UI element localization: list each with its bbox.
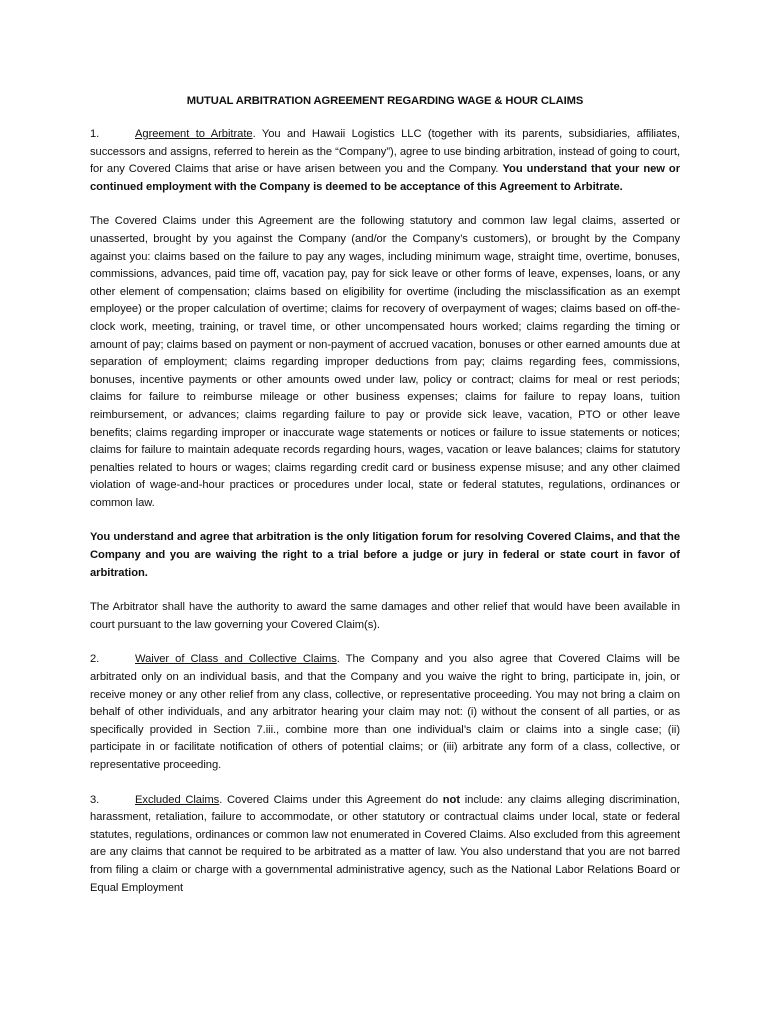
section-3-number: 3. — [90, 793, 100, 806]
section-1-heading: Agreement to Arbitrate — [135, 128, 253, 140]
document-title: MUTUAL ARBITRATION AGREEMENT REGARDING WAGE & HOUR CLAIMS — [186, 95, 584, 107]
section-2-paragraph — [90, 651, 680, 774]
section-3-text-before: . Covered Claims under this Agreement do — [219, 793, 443, 806]
section-1-number: 1. — [90, 128, 100, 140]
section-3-paragraph — [90, 792, 680, 898]
section-1-bold-text: You understand that your new or continued employment with the Company is deemed to be acceptance of this Agreement to Arbitrate. — [90, 163, 681, 193]
covered-claims-paragraph: The Covered Claims under this Agreement are the following statutory and common law legal claims, asserted or unasserted, brought by you against the Company (and/or the Company’s customers), or brought by the Company against you: claims based on the failure to pay any wages, including minimum wage, straight time, overtime, bonuses, commissions, advances, paid time off, vacation pay, pay for sick leave or other forms of leave, expenses, loans, or any other element of compensation; claims based on eligibility for overtime (including the misclassification as an exempt employee) or the proper calculation of overtime; claims for recovery of overpayment of wages; claims based on off-the-clock work, meeting, training, or travel time, or other uncompensated hours worked; claims regarding the timing or amount of pay; claims based on payment or non-payment of accrued vacation, bonuses or other earned amounts due at separation of employment; claims regarding improper deductions from pay; claims regarding fees, commissions, bonuses, incentive payments or other amounts owed under law, policy or contract; claims for meal or rest periods; claims for failure to reimburse mileage or other business expenses; claims for failure to repay loans, tuition reimbursement, or advances; claims regarding failure to pay or provide sick leave, vacation, PTO or other leave benefits; claims regarding improper or inaccurate wage statements or notices or failure to issue statements or notices; claims for failure to maintain adequate records regarding hours, wages, vacation or leave balances; claims for statutory penalties related to hours or wages; claims regarding credit card or business expense misuse; and any other claimed violation of wage-and-hour practices or procedures under local, state or federal statutes, regulations, ordinances or common law. — [90, 215, 680, 509]
section-3-text-after: include: any claims alleging discrimination, harassment, retaliation, failure to accommodate, or other statutory or contractual claims under local, state or federal statutes, regulations, ordinances or common law not enumerated in Covered Claims. Also excluded from this agreement are any claims that cannot be required to be arbitrated as a matter of law. You also understand that you are not barred from filing a claim or charge with a governmental administrative agency, such as the National Labor Relations Board or Equal Employment — [90, 793, 680, 894]
section-3-bold-word: not — [442, 793, 460, 806]
arbitration-waiver-paragraph: You understand and agree that arbitration is the only litigation forum for resolving Covered Claims, and that the Company and you are waiving the right to a trial before a judge or jury in federal or state court in favor of arbitration. — [90, 531, 680, 579]
section-1-text: . You and Hawaii Logistics LLC (together with its parents, subsidiaries, affiliates, successors and assigns, referred to herein as the “Company”), agree to use binding arbitration, instead of going to court, for any Covered Claims that arise or have arisen between you and the Company. — [90, 128, 680, 176]
section-2-text: . The Company and you also agree that Covered Claims will be arbitrated only on an individual basis, and that the Company and you waive the right to bring, participate in, join, or receive money or any other relief from any class, collective, or representative proceeding. You may not bring a claim on behalf of other individuals, and any arbitrator hearing your claim may not: (i) without the consent of all parties, or as specifically provided in Section 7.iii., combine more than one individual’s claim or claims into a single case; (ii) participate in or facilitate notification of others of potential claims; or (iii) arbitrate any form of a class, collective, or representative proceeding. — [90, 653, 680, 771]
section-2-heading: Waiver of Class and Collective Claims — [135, 653, 337, 666]
section-3-heading: Excluded Claims — [135, 793, 220, 806]
section-2-number: 2. — [90, 653, 100, 666]
section-1-paragraph — [90, 126, 680, 196]
arbitrator-authority-paragraph: The Arbitrator shall have the authority to award the same damages and other relief that would have been available in court pursuant to the law governing your Covered Claim(s). — [90, 601, 680, 631]
